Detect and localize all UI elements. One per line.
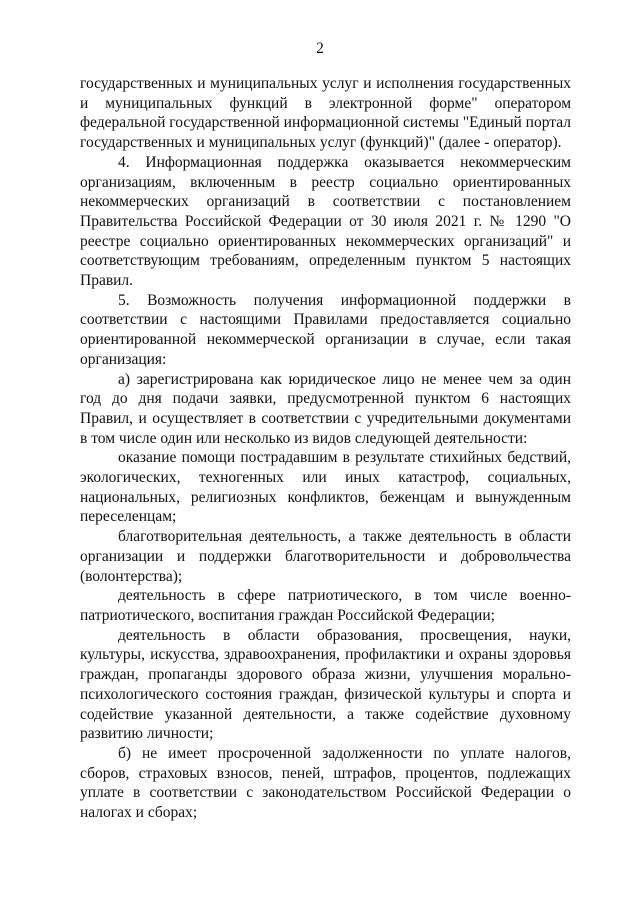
paragraph-item-4: 4. Информационная поддержка оказывается некоммерческим организациям, включенным в реестр социально ориентированных некоммерческих организаций в соответствии с постановлением Правительства Российской Федерации от 30 июля 2021 г. № 1290 "О реестре социально ориентированных некоммерческих организаций" и соответствующим требованиям, определенным пунктом 5 настоящих Правил. xyxy=(80,153,571,290)
paragraph-activity-patriotic: деятельность в сфере патриотического, в том числе военно-патриотического, воспитания граждан Российской Федерации; xyxy=(80,587,571,624)
paragraph-subitem-b: б) не имеет просроченной задолженности по уплате налогов, сборов, страховых взносов, пеней, штрафов, процентов, подлежащих уплате в соответствии с законодательством Российской Федерации о налогах и сборах; xyxy=(80,744,571,822)
paragraph-continuation: государственных и муниципальных услуг и исполнения государственных и муниципальных функций в электронной форме" оператором федеральной государственной информационной системы "Единый портал государственных и муниципальных услуг (функций)" (далее - оператор). xyxy=(80,75,571,152)
page-number: 2 xyxy=(316,40,324,57)
paragraph-subitem-a: а) зарегистрирована как юридическое лицо не менее чем за один год до дня подачи заявки, предусмотренной пунктом 6 настоящих Правил, и осуществляет в соответствии с учредительными документами в том числе один или несколько из видов следующей деятельности: xyxy=(80,370,571,447)
paragraph-activity-disaster-help: оказание помощи пострадавшим в результате стихийных бедствий, экологических, техногенных или иных катастроф, социальных, национальных, религиозных конфликтов, беженцам и вынужденным переселенцам; xyxy=(80,449,571,526)
paragraph-activity-charity: благотворительная деятельность, а также деятельность в области организации и поддержки благотворительности и добровольчества (волонтерства); xyxy=(80,528,571,585)
paragraph-activity-education: деятельность в области образования, просвещения, науки, культуры, искусства, здравоохранения, профилактики и охраны здоровья граждан, пропаганды здорового образа жизни, улучшения морально-психологического состояния граждан, физической культуры и спорта и содействие указанной деятельности, а также содействие духовному развитию личности; xyxy=(80,626,571,743)
document-body xyxy=(80,74,571,823)
paragraph-item-5: 5. Возможность получения информационной поддержки в соответствии с настоящими Правилами предоставляется социально ориентированной некоммерческой организации в случае, если такая организация: xyxy=(80,291,571,368)
